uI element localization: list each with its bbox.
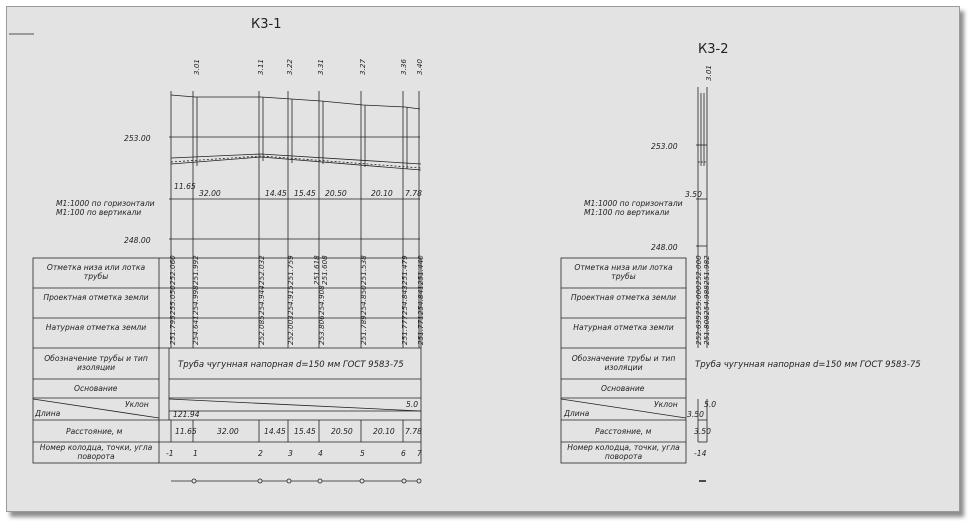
- distance-value: 32.00: [217, 427, 239, 436]
- top-label: 3.01: [192, 58, 201, 75]
- value: 254.944: [257, 285, 266, 315]
- top-label: 3.01: [704, 64, 713, 81]
- row-label: Расстояние, м: [66, 427, 123, 436]
- row-label: Отметка низа или лотка трубы: [574, 263, 673, 281]
- level-upper-label: 253.00: [124, 134, 151, 143]
- point-number: 3: [288, 449, 293, 458]
- value: 251.479: [400, 255, 409, 285]
- profile-title: К3-2: [698, 42, 729, 57]
- value: 251.992: [191, 255, 200, 285]
- station-lines: [171, 91, 419, 258]
- top-label: 3.31: [316, 58, 325, 75]
- terrain-line: [171, 95, 420, 109]
- value: 251.777: [400, 315, 409, 345]
- distance-value: 20.50: [331, 427, 353, 436]
- value: 254.641: [191, 315, 200, 345]
- top-label: 3.22: [285, 58, 294, 75]
- row-labels: [563, 260, 684, 462]
- slope-value: 5.0: [406, 400, 419, 409]
- level-upper-label: 253.00: [651, 142, 678, 151]
- table-values: [166, 255, 425, 458]
- value: 251.538: [359, 255, 368, 285]
- scale-vertical-label: М1:100 по вертикали: [56, 208, 142, 217]
- row-label-length: Длина: [35, 409, 61, 418]
- distance-value: 14.45: [264, 427, 286, 436]
- value: 252.060: [168, 255, 177, 285]
- value: 254.843: [400, 285, 409, 315]
- scale-horizontal-label: М1:1000 по горизонтали: [56, 199, 155, 208]
- point-number: 4: [318, 449, 323, 458]
- value: 254.841: [416, 285, 425, 315]
- slope-value: 5.0: [704, 400, 717, 409]
- value: 254.908: [317, 285, 326, 315]
- point-number: 6: [401, 449, 406, 458]
- value: 251.808: [702, 315, 711, 345]
- row-label: Проектная отметка земли: [43, 293, 149, 302]
- value: 254.915: [286, 285, 295, 315]
- first-distance: 11.65: [174, 182, 196, 191]
- profile-k3-2: [561, 42, 921, 481]
- distance-value: 15.45: [294, 427, 316, 436]
- profile-k3-1: [33, 17, 425, 483]
- value: 252.085: [257, 315, 266, 345]
- value: 251.608: [320, 255, 329, 285]
- top-label: 3.11: [256, 58, 265, 75]
- value: 255.000: [694, 285, 703, 315]
- top-label: 3.36: [399, 58, 408, 75]
- point-number: -1: [166, 449, 174, 458]
- value: 255.050: [168, 285, 177, 315]
- length-value: 3.50: [687, 410, 704, 419]
- row-label: Проектная отметка земли: [570, 293, 677, 302]
- value: 252.000: [694, 255, 703, 285]
- distance: 20.50: [325, 189, 347, 198]
- pipe-description: Труба чугунная напорная d=150 мм ГОСТ 9583-75: [695, 360, 921, 370]
- value: 251.789: [359, 315, 368, 345]
- point-number: -14: [694, 449, 707, 458]
- row-label: Отметка низа или лотка трубы: [46, 263, 146, 281]
- value: 254.988: [702, 285, 711, 315]
- point-number: 7: [417, 449, 422, 458]
- distance: 14.45: [265, 189, 287, 198]
- row-label: Номер колодца, точки, угла поворота: [567, 443, 680, 461]
- row-labels: [34, 260, 157, 462]
- value: 252.003: [286, 315, 295, 345]
- top-label: 3.27: [358, 58, 367, 75]
- row-label: Расстояние, м: [595, 427, 652, 436]
- point-number: 1: [193, 449, 198, 458]
- distance-value: 20.10: [373, 427, 395, 436]
- value: 251.618: [312, 255, 321, 285]
- distance: 20.10: [371, 189, 393, 198]
- point-number: 5: [360, 449, 365, 458]
- top-label: 3.40: [415, 58, 424, 75]
- row-label: Натурная отметка земли: [573, 323, 674, 332]
- point-number: 2: [258, 449, 263, 458]
- top-labels: [192, 59, 424, 75]
- value: 251.771: [416, 315, 425, 345]
- pipe-description: Труба чугунная напорная d=150 мм ГОСТ 9583-75: [178, 360, 404, 370]
- row-label: Основание: [601, 384, 645, 393]
- profile-distances: [174, 182, 422, 198]
- value: 251.795: [168, 315, 177, 345]
- length-value: 121.94: [173, 410, 200, 419]
- row-label-slope: Уклон: [654, 400, 678, 409]
- row-label: Натурная отметка земли: [45, 323, 147, 332]
- value: 251.440: [416, 255, 425, 285]
- row-label: Основание: [74, 384, 118, 393]
- value: 254.850: [359, 285, 368, 315]
- row-label-length: Длина: [564, 409, 590, 418]
- value: 253.806: [317, 315, 326, 345]
- scale-horizontal-label: М1:1000 по горизонтали: [584, 199, 683, 208]
- distance-value: 7.78: [405, 427, 422, 436]
- first-distance: 3.50: [685, 190, 702, 199]
- distance: 7.78: [405, 189, 422, 198]
- scale-vertical-label: М1:100 по вертикали: [584, 208, 670, 217]
- row-label: Обозначение трубы и тип изоляции: [571, 354, 676, 372]
- distance: 32.00: [199, 189, 221, 198]
- row-label-slope: Уклон: [125, 400, 149, 409]
- distance: 15.45: [294, 189, 316, 198]
- value: 252.635: [694, 315, 703, 345]
- plan-line: [171, 479, 421, 483]
- distance-value: 11.65: [175, 427, 197, 436]
- profile-title: К3-1: [251, 17, 282, 32]
- value: 251.759: [286, 255, 295, 285]
- level-lower-label: 248.00: [124, 236, 151, 245]
- value: 254.998: [191, 285, 200, 315]
- distance-value: 3.50: [694, 427, 711, 436]
- value: 251.982: [702, 255, 711, 285]
- row-label: Обозначение трубы и тип изоляции: [44, 354, 148, 372]
- level-lower-label: 248.00: [651, 243, 678, 252]
- profile-drawing: [7, 7, 959, 511]
- table-values: [687, 255, 921, 458]
- value: 252.032: [257, 255, 266, 285]
- row-label: Номер колодца, точки, угла поворота: [39, 443, 153, 461]
- drawing-sheet: [6, 6, 960, 512]
